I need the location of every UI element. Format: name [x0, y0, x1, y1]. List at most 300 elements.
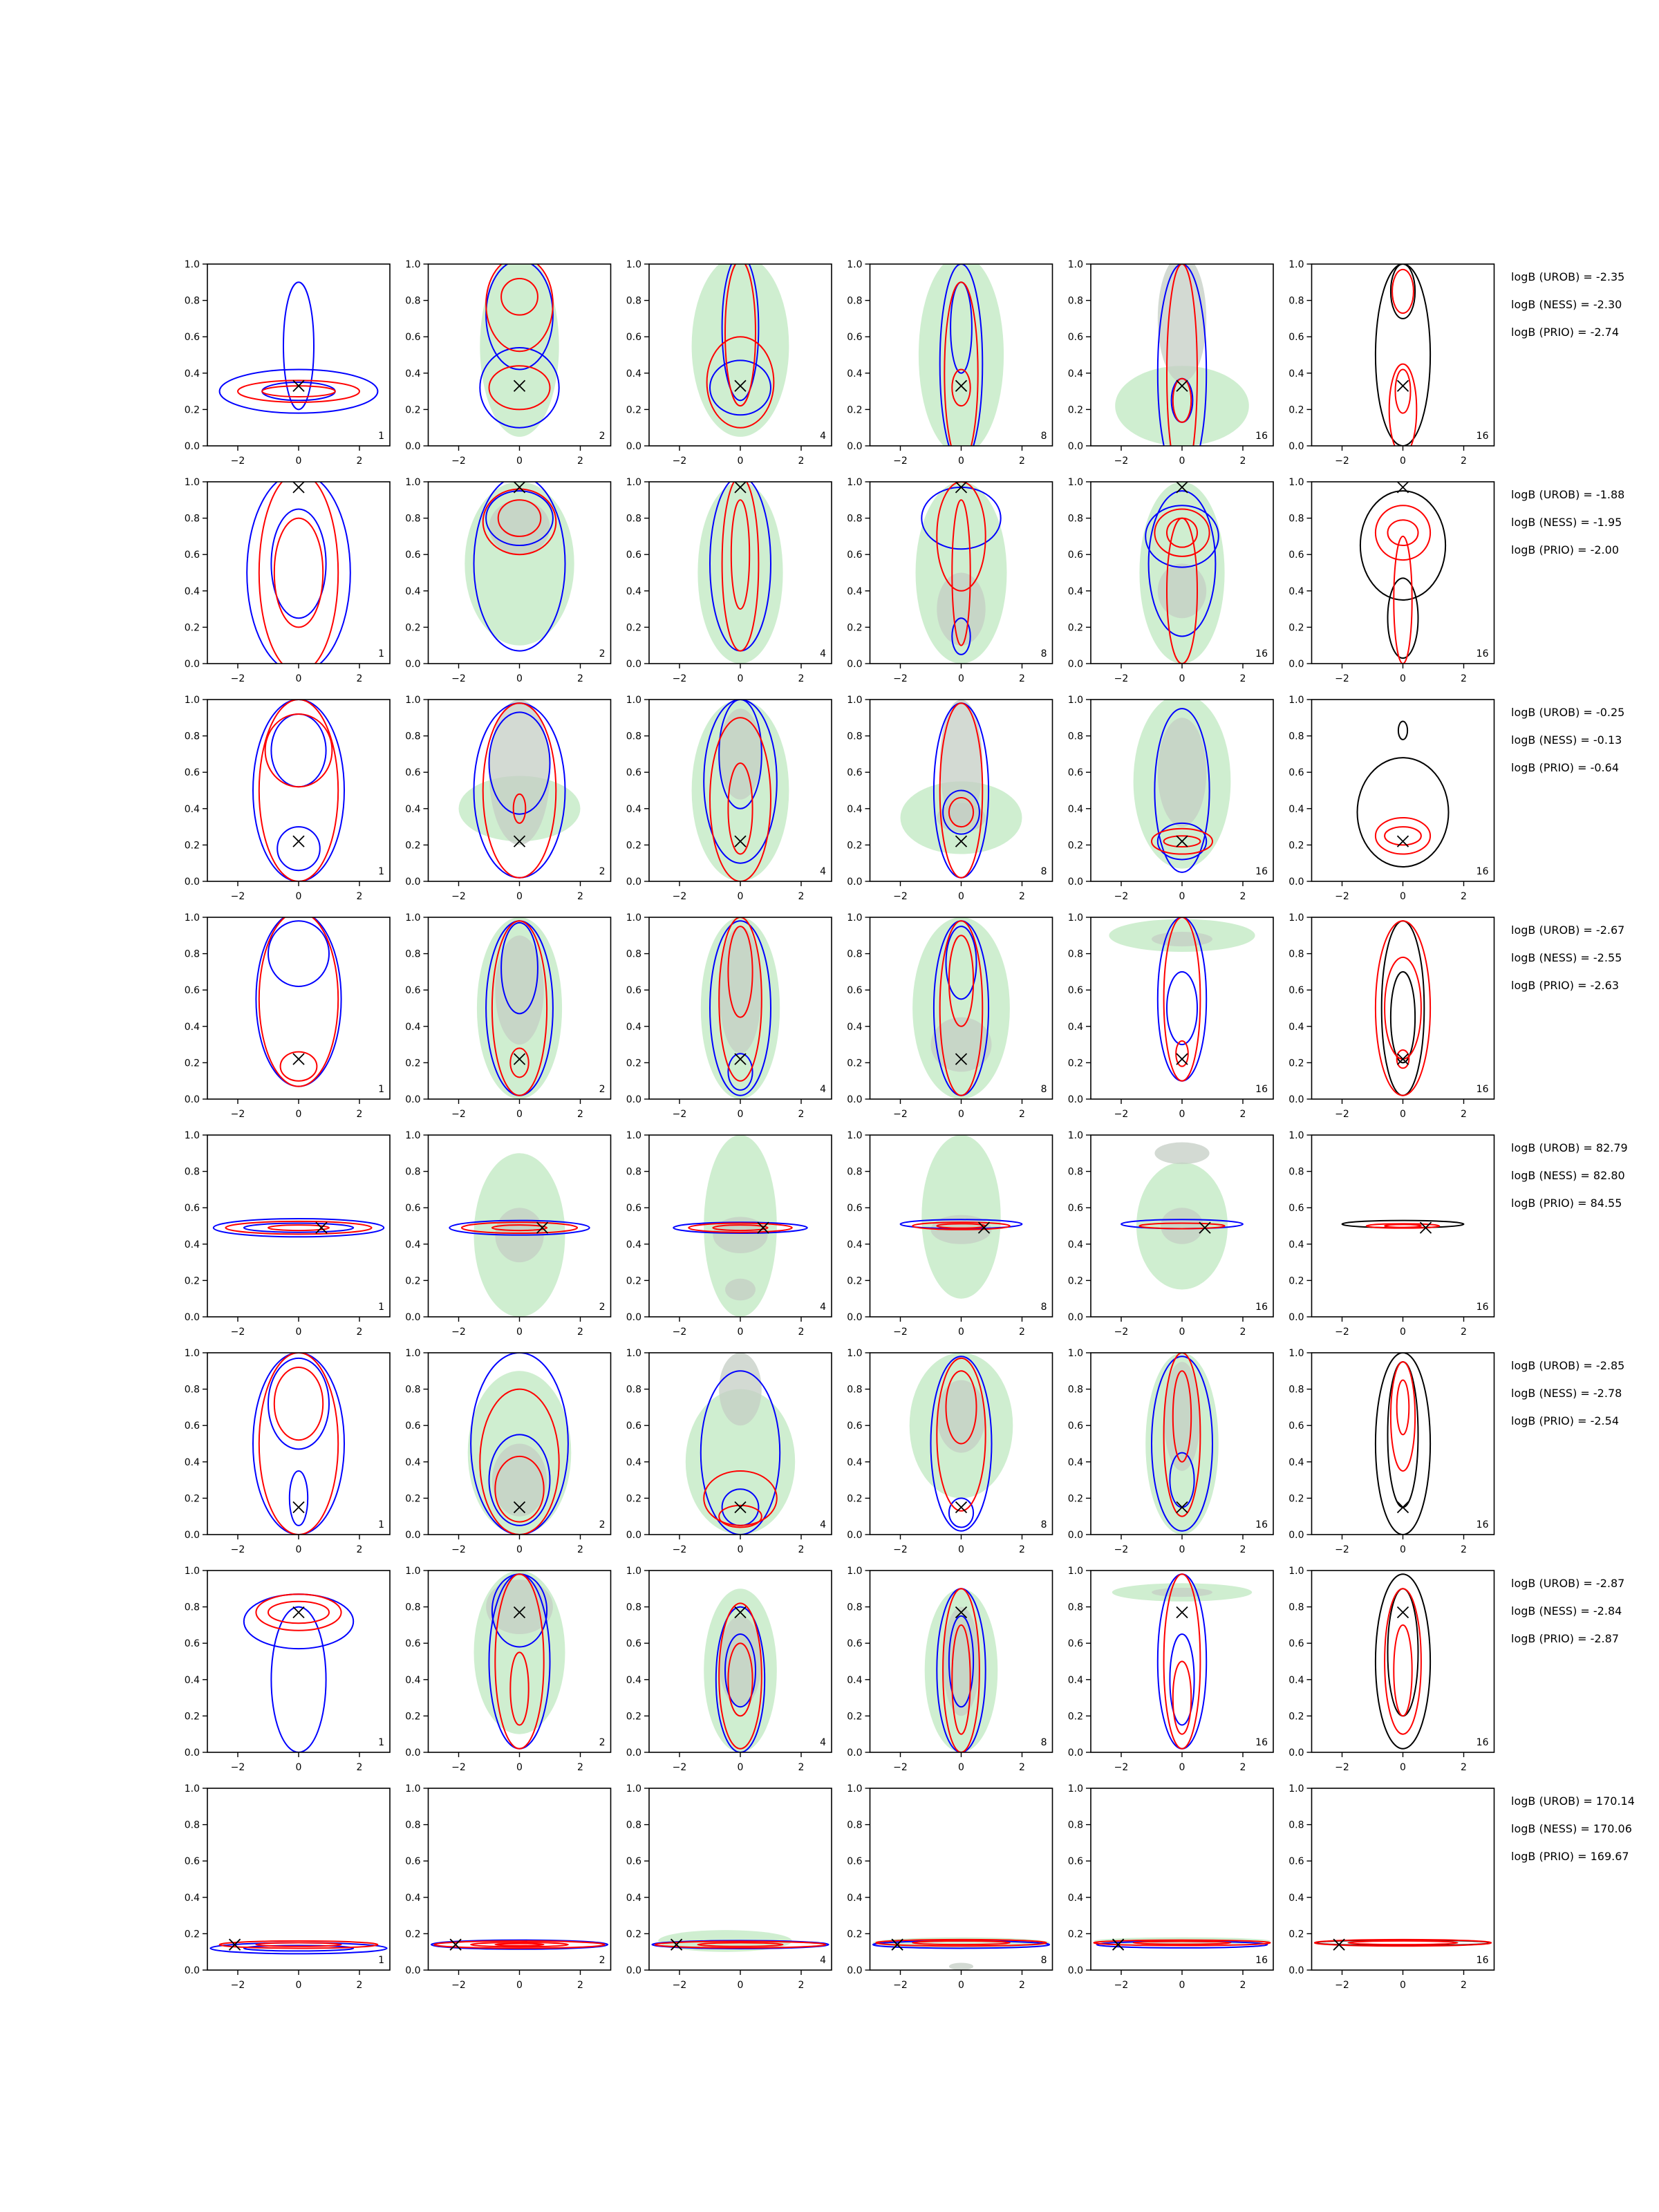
- x-tick-label: 0: [737, 456, 744, 467]
- y-tick-label: 1.0: [1288, 1783, 1304, 1794]
- panel-content: [704, 1588, 777, 1752]
- panel-corner-label: 2: [599, 866, 606, 877]
- logb-annotation: logB (UROB) = -2.85: [1511, 1359, 1625, 1372]
- y-tick-label: 0.8: [405, 295, 421, 307]
- y-tick-label: 0.4: [405, 1674, 421, 1686]
- panel-content: [692, 255, 789, 437]
- panel-corner-label: 1: [378, 431, 384, 442]
- y-tick-label: 0.4: [1288, 1892, 1304, 1904]
- x-tick-label: −2: [230, 891, 245, 902]
- y-tick-label: 0.6: [405, 767, 421, 779]
- panel-corner-label: 4: [820, 1737, 826, 1748]
- x-tick-label: 2: [577, 1544, 583, 1555]
- y-tick-label: 0.6: [626, 985, 641, 997]
- y-tick-label: 0.2: [184, 1929, 200, 1940]
- y-tick-label: 0.8: [1288, 295, 1304, 307]
- y-tick-label: 0.6: [405, 1638, 421, 1650]
- density-core-fill: [725, 1279, 756, 1301]
- y-tick-label: 0.2: [405, 622, 421, 634]
- y-tick-label: 0.8: [626, 513, 641, 525]
- x-tick-label: −2: [1114, 1327, 1129, 1338]
- y-tick-label: 0.2: [1288, 840, 1304, 852]
- x-tick-label: 2: [1019, 673, 1025, 684]
- x-tick-label: 0: [516, 1544, 523, 1555]
- x-tick-label: 0: [1400, 456, 1406, 467]
- y-tick-label: 0.6: [847, 1638, 863, 1650]
- y-tick-label: 0.8: [626, 1819, 641, 1831]
- y-tick-label: 0.0: [626, 1965, 641, 1976]
- x-tick-label: 0: [1400, 673, 1406, 684]
- y-tick-label: 0.0: [1067, 1530, 1083, 1541]
- y-tick-label: 0.8: [184, 1602, 200, 1613]
- x-tick-label: 2: [1461, 456, 1467, 467]
- panel-corner-label: 1: [378, 1302, 384, 1313]
- y-tick-label: 0.6: [1288, 767, 1304, 779]
- panel-corner-label: 16: [1476, 1519, 1489, 1530]
- x-tick-label: 0: [1179, 891, 1185, 902]
- x-tick-label: 0: [295, 1980, 302, 1991]
- panel-corner-label: 16: [1476, 648, 1489, 659]
- y-tick-label: 0.8: [1288, 1166, 1304, 1178]
- x-tick-label: −2: [893, 1109, 908, 1120]
- x-tick-label: −2: [1335, 456, 1349, 467]
- y-tick-label: 0.8: [184, 1166, 200, 1178]
- y-tick-label: 0.2: [1288, 1711, 1304, 1723]
- y-tick-label: 0.4: [847, 1239, 863, 1250]
- y-tick-label: 0.0: [405, 441, 421, 452]
- y-tick-label: 0.0: [184, 659, 200, 670]
- y-tick-label: 1.0: [847, 912, 863, 924]
- x-tick-label: 0: [295, 891, 302, 902]
- x-tick-label: 2: [1019, 1762, 1025, 1773]
- y-tick-label: 0.6: [1067, 1856, 1083, 1868]
- logb-annotation: logB (UROB) = 82.79: [1511, 1141, 1628, 1154]
- x-tick-label: 2: [356, 1544, 363, 1555]
- y-tick-label: 0.0: [626, 1312, 641, 1323]
- y-tick-label: 0.6: [184, 550, 200, 561]
- y-tick-label: 1.0: [1067, 1783, 1083, 1794]
- x-tick-label: −2: [672, 456, 687, 467]
- y-tick-label: 0.8: [847, 295, 863, 307]
- y-tick-label: 0.4: [184, 1892, 200, 1904]
- panel-corner-label: 2: [599, 1737, 606, 1748]
- y-tick-label: 0.8: [626, 295, 641, 307]
- x-tick-label: 2: [798, 673, 805, 684]
- y-tick-label: 1.0: [847, 1348, 863, 1359]
- density-core-fill: [492, 1444, 547, 1517]
- y-tick-label: 0.6: [184, 1421, 200, 1432]
- x-tick-label: 0: [1179, 1544, 1185, 1555]
- panel-corner-label: 16: [1255, 1955, 1268, 1966]
- y-tick-label: 1.0: [626, 1566, 641, 1577]
- y-tick-label: 0.0: [405, 1094, 421, 1105]
- y-tick-label: 0.4: [184, 368, 200, 379]
- y-tick-label: 1.0: [1067, 1348, 1083, 1359]
- y-tick-label: 0.4: [405, 1021, 421, 1033]
- x-tick-label: 2: [798, 1327, 805, 1338]
- y-tick-label: 0.4: [626, 1021, 641, 1033]
- y-tick-label: 0.0: [626, 1747, 641, 1759]
- x-tick-label: −2: [451, 1327, 466, 1338]
- x-tick-label: −2: [893, 891, 908, 902]
- x-tick-label: 0: [958, 1762, 964, 1773]
- y-tick-label: 1.0: [1067, 695, 1083, 706]
- x-tick-label: 0: [737, 891, 744, 902]
- y-tick-label: 0.2: [1288, 1929, 1304, 1940]
- panel-corner-label: 2: [599, 1955, 606, 1966]
- y-tick-label: 0.4: [626, 368, 641, 379]
- x-tick-label: −2: [230, 673, 245, 684]
- logb-annotation: logB (PRIO) = -2.54: [1511, 1414, 1619, 1427]
- y-tick-label: 0.0: [184, 1747, 200, 1759]
- y-tick-label: 0.6: [847, 332, 863, 344]
- x-tick-label: 0: [295, 1109, 302, 1120]
- panel-corner-label: 8: [1040, 431, 1047, 442]
- y-tick-label: 0.0: [626, 877, 641, 888]
- x-tick-label: 0: [958, 456, 964, 467]
- density-core-fill: [937, 1380, 985, 1452]
- y-tick-label: 0.8: [626, 1602, 641, 1613]
- density-core-fill: [949, 1962, 973, 1970]
- y-tick-label: 1.0: [626, 1348, 641, 1359]
- y-tick-label: 0.6: [405, 332, 421, 344]
- y-tick-label: 0.6: [184, 1638, 200, 1650]
- y-tick-label: 0.8: [184, 948, 200, 960]
- y-tick-label: 0.0: [1067, 877, 1083, 888]
- density-core-fill: [1158, 563, 1206, 618]
- panel-corner-label: 16: [1476, 1084, 1489, 1095]
- y-tick-label: 0.8: [184, 295, 200, 307]
- y-tick-label: 0.2: [184, 404, 200, 416]
- y-tick-label: 0.2: [405, 1275, 421, 1287]
- x-tick-label: 2: [1461, 1327, 1467, 1338]
- x-tick-label: −2: [451, 891, 466, 902]
- y-tick-label: 1.0: [1067, 259, 1083, 270]
- y-tick-label: 1.0: [184, 477, 200, 488]
- y-tick-label: 1.0: [184, 1348, 200, 1359]
- x-tick-label: 2: [577, 891, 583, 902]
- logb-annotation: logB (NESS) = -2.78: [1511, 1387, 1622, 1400]
- y-tick-label: 0.4: [1067, 1239, 1083, 1250]
- y-tick-label: 0.2: [1067, 840, 1083, 852]
- y-tick-label: 1.0: [1067, 477, 1083, 488]
- y-tick-label: 0.4: [626, 1674, 641, 1686]
- y-tick-label: 0.0: [1288, 1530, 1304, 1541]
- x-tick-label: −2: [451, 1109, 466, 1120]
- y-tick-label: 0.8: [847, 1602, 863, 1613]
- y-tick-label: 1.0: [847, 259, 863, 270]
- y-tick-label: 1.0: [184, 259, 200, 270]
- x-tick-label: −2: [451, 1980, 466, 1991]
- y-tick-label: 0.0: [1288, 877, 1304, 888]
- y-tick-label: 0.4: [1067, 1456, 1083, 1468]
- y-tick-label: 0.0: [626, 1094, 641, 1105]
- y-tick-label: 0.6: [626, 550, 641, 561]
- panel-corner-label: 1: [378, 1084, 384, 1095]
- y-tick-label: 0.4: [626, 1239, 641, 1250]
- x-tick-label: 2: [798, 1544, 805, 1555]
- y-tick-label: 0.0: [847, 1530, 863, 1541]
- y-tick-label: 0.0: [847, 1965, 863, 1976]
- y-tick-label: 1.0: [1288, 1348, 1304, 1359]
- y-tick-label: 0.0: [405, 1747, 421, 1759]
- y-tick-label: 0.2: [1067, 1493, 1083, 1505]
- y-tick-label: 0.6: [405, 1421, 421, 1432]
- panel-corner-label: 4: [820, 648, 826, 659]
- panel-corner-label: 4: [820, 1955, 826, 1966]
- y-tick-label: 1.0: [405, 695, 421, 706]
- x-tick-label: 0: [1400, 1544, 1406, 1555]
- y-tick-label: 1.0: [405, 1348, 421, 1359]
- x-tick-label: 0: [958, 1327, 964, 1338]
- x-tick-label: 0: [958, 891, 964, 902]
- x-tick-label: 2: [1461, 1109, 1467, 1120]
- panel-corner-label: 1: [378, 1519, 384, 1530]
- y-tick-label: 0.6: [626, 1203, 641, 1215]
- x-tick-label: 0: [516, 673, 523, 684]
- y-tick-label: 0.8: [184, 513, 200, 525]
- y-tick-label: 1.0: [1288, 695, 1304, 706]
- y-tick-label: 0.8: [847, 1819, 863, 1831]
- y-tick-label: 0.4: [1067, 1021, 1083, 1033]
- y-tick-label: 0.8: [1288, 731, 1304, 742]
- y-tick-label: 1.0: [1288, 1566, 1304, 1577]
- y-tick-label: 1.0: [405, 1130, 421, 1141]
- x-tick-label: −2: [1114, 1980, 1129, 1991]
- logb-annotation: logB (NESS) = -1.95: [1511, 516, 1622, 529]
- y-tick-label: 0.4: [847, 368, 863, 379]
- x-tick-label: 2: [1019, 1544, 1025, 1555]
- y-tick-label: 0.4: [405, 1892, 421, 1904]
- x-tick-label: 2: [356, 1980, 363, 1991]
- x-tick-label: 2: [356, 1109, 363, 1120]
- x-tick-label: 0: [958, 1980, 964, 1991]
- panel-corner-label: 2: [599, 1084, 606, 1095]
- y-tick-label: 0.8: [184, 1819, 200, 1831]
- y-tick-label: 0.4: [847, 1674, 863, 1686]
- y-tick-label: 0.4: [184, 803, 200, 815]
- y-tick-label: 0.2: [1067, 1929, 1083, 1940]
- y-tick-label: 1.0: [626, 1130, 641, 1141]
- x-tick-label: −2: [672, 1762, 687, 1773]
- x-tick-label: 2: [1239, 456, 1246, 467]
- panel-corner-label: 16: [1476, 431, 1489, 442]
- panel-corner-label: 2: [599, 648, 606, 659]
- y-tick-label: 0.4: [1067, 803, 1083, 815]
- x-tick-label: 2: [356, 673, 363, 684]
- panel-corner-label: 4: [820, 431, 826, 442]
- x-tick-label: 2: [577, 1109, 583, 1120]
- y-tick-label: 0.2: [184, 622, 200, 634]
- logb-annotation: logB (PRIO) = -2.87: [1511, 1632, 1619, 1645]
- x-tick-label: −2: [1114, 456, 1129, 467]
- y-tick-label: 0.4: [1067, 585, 1083, 597]
- x-tick-label: −2: [672, 1109, 687, 1120]
- y-tick-label: 0.4: [184, 1239, 200, 1250]
- y-tick-label: 0.0: [1067, 1965, 1083, 1976]
- x-tick-label: 0: [737, 1980, 744, 1991]
- y-tick-label: 0.4: [847, 1021, 863, 1033]
- y-tick-label: 1.0: [1067, 912, 1083, 924]
- logb-annotation: logB (UROB) = -2.67: [1511, 924, 1625, 937]
- panel-corner-label: 1: [378, 1737, 384, 1748]
- panel-corner-label: 16: [1476, 1737, 1489, 1748]
- panel-corner-label: 16: [1255, 1519, 1268, 1530]
- y-tick-label: 0.0: [1288, 1747, 1304, 1759]
- x-tick-label: −2: [1335, 891, 1349, 902]
- y-tick-label: 1.0: [626, 912, 641, 924]
- green-density-fill: [692, 255, 789, 437]
- panel-content: [925, 1588, 998, 1752]
- y-tick-label: 0.4: [626, 1892, 641, 1904]
- x-tick-label: −2: [893, 1544, 908, 1555]
- panel-corner-label: 2: [599, 1302, 606, 1313]
- x-tick-label: 2: [798, 1109, 805, 1120]
- y-tick-label: 0.2: [1288, 1058, 1304, 1069]
- y-tick-label: 0.2: [626, 622, 641, 634]
- y-tick-label: 1.0: [405, 1566, 421, 1577]
- y-tick-label: 0.8: [184, 1384, 200, 1396]
- panel-corner-label: 1: [378, 1955, 384, 1966]
- x-tick-label: −2: [230, 1327, 245, 1338]
- y-tick-label: 0.4: [1288, 585, 1304, 597]
- x-tick-label: 2: [577, 1762, 583, 1773]
- x-tick-label: 0: [295, 1762, 302, 1773]
- x-tick-label: 0: [1400, 1109, 1406, 1120]
- y-tick-label: 0.4: [1067, 368, 1083, 379]
- y-tick-label: 0.6: [1067, 767, 1083, 779]
- x-tick-label: −2: [451, 1762, 466, 1773]
- y-tick-label: 0.0: [184, 1530, 200, 1541]
- panel-corner-label: 8: [1040, 1955, 1047, 1966]
- y-tick-label: 0.2: [1067, 404, 1083, 416]
- panel-content: [701, 917, 780, 1099]
- x-tick-label: 0: [958, 673, 964, 684]
- y-tick-label: 0.4: [184, 1021, 200, 1033]
- y-tick-label: 0.6: [847, 767, 863, 779]
- y-tick-label: 0.6: [1288, 550, 1304, 561]
- y-tick-label: 0.6: [626, 1421, 641, 1432]
- x-tick-label: 0: [1179, 673, 1185, 684]
- x-tick-label: −2: [1335, 1327, 1349, 1338]
- y-tick-label: 0.6: [1067, 1638, 1083, 1650]
- x-tick-label: 0: [295, 673, 302, 684]
- x-tick-label: 2: [1239, 1109, 1246, 1120]
- y-tick-label: 0.8: [1067, 1166, 1083, 1178]
- y-tick-label: 0.8: [626, 1384, 641, 1396]
- y-tick-label: 0.0: [1288, 1312, 1304, 1323]
- x-tick-label: 2: [577, 1980, 583, 1991]
- y-tick-label: 0.8: [405, 1602, 421, 1613]
- y-tick-label: 0.0: [1067, 1094, 1083, 1105]
- x-tick-label: −2: [230, 1544, 245, 1555]
- green-density-fill: [912, 917, 1010, 1099]
- panel-corner-label: 2: [599, 1519, 606, 1530]
- y-tick-label: 0.0: [1067, 441, 1083, 452]
- x-tick-label: 2: [1461, 673, 1467, 684]
- y-tick-label: 0.4: [1288, 1021, 1304, 1033]
- panel-corner-label: 1: [378, 648, 384, 659]
- panel-corner-label: 1: [378, 866, 384, 877]
- y-tick-label: 0.0: [847, 1094, 863, 1105]
- x-tick-label: −2: [1114, 1762, 1129, 1773]
- logb-annotation: logB (UROB) = -2.35: [1511, 270, 1625, 283]
- panel-content: [1139, 482, 1224, 664]
- x-tick-label: −2: [893, 1762, 908, 1773]
- y-tick-label: 0.0: [626, 659, 641, 670]
- y-tick-label: 0.8: [1067, 1384, 1083, 1396]
- panel-content: [692, 700, 789, 881]
- x-tick-label: 2: [1019, 891, 1025, 902]
- x-tick-label: 0: [958, 1109, 964, 1120]
- density-core-fill: [719, 926, 762, 1053]
- y-tick-label: 0.6: [1288, 1421, 1304, 1432]
- y-tick-label: 0.4: [405, 585, 421, 597]
- y-tick-label: 1.0: [1288, 912, 1304, 924]
- y-tick-label: 0.2: [626, 1058, 641, 1069]
- x-tick-label: −2: [451, 456, 466, 467]
- y-tick-label: 0.0: [847, 1312, 863, 1323]
- y-tick-label: 0.6: [184, 767, 200, 779]
- y-tick-label: 0.0: [405, 659, 421, 670]
- x-tick-label: 0: [1400, 1762, 1406, 1773]
- y-tick-label: 0.0: [847, 877, 863, 888]
- x-tick-label: 2: [1239, 1544, 1246, 1555]
- x-tick-label: −2: [672, 891, 687, 902]
- y-tick-label: 0.8: [847, 513, 863, 525]
- y-tick-label: 1.0: [405, 477, 421, 488]
- logb-annotation: logB (NESS) = -2.84: [1511, 1604, 1622, 1618]
- y-tick-label: 0.4: [847, 803, 863, 815]
- y-tick-label: 0.2: [1288, 1275, 1304, 1287]
- y-tick-label: 0.2: [847, 1929, 863, 1940]
- y-tick-label: 0.8: [405, 1819, 421, 1831]
- x-tick-label: 0: [1179, 1762, 1185, 1773]
- y-tick-label: 0.8: [1067, 1819, 1083, 1831]
- y-tick-label: 0.4: [626, 803, 641, 815]
- y-tick-label: 0.2: [847, 622, 863, 634]
- y-tick-label: 0.0: [1288, 441, 1304, 452]
- y-tick-label: 1.0: [184, 1783, 200, 1794]
- x-tick-label: −2: [672, 1327, 687, 1338]
- y-tick-label: 0.0: [184, 1312, 200, 1323]
- y-tick-label: 1.0: [184, 695, 200, 706]
- y-tick-label: 0.6: [1067, 1421, 1083, 1432]
- y-tick-label: 0.2: [626, 1275, 641, 1287]
- y-tick-label: 0.6: [626, 332, 641, 344]
- panel-corner-label: 16: [1476, 866, 1489, 877]
- y-tick-label: 1.0: [847, 1566, 863, 1577]
- y-tick-label: 0.6: [626, 1638, 641, 1650]
- y-tick-label: 0.6: [847, 1203, 863, 1215]
- logb-annotation: logB (PRIO) = 169.67: [1511, 1850, 1629, 1863]
- y-tick-label: 0.2: [847, 404, 863, 416]
- y-tick-label: 0.2: [1288, 622, 1304, 634]
- panel-corner-label: 8: [1040, 1737, 1047, 1748]
- y-tick-label: 0.8: [1288, 1384, 1304, 1396]
- y-tick-label: 0.4: [1067, 1892, 1083, 1904]
- y-tick-label: 1.0: [405, 259, 421, 270]
- y-tick-label: 0.2: [847, 840, 863, 852]
- x-tick-label: −2: [230, 456, 245, 467]
- x-tick-label: 2: [1239, 1327, 1246, 1338]
- x-tick-label: 2: [798, 1762, 805, 1773]
- y-tick-label: 0.2: [1067, 1058, 1083, 1069]
- y-tick-label: 0.4: [847, 1456, 863, 1468]
- density-core-fill: [489, 500, 550, 554]
- y-tick-label: 0.2: [184, 1275, 200, 1287]
- x-tick-label: 0: [295, 456, 302, 467]
